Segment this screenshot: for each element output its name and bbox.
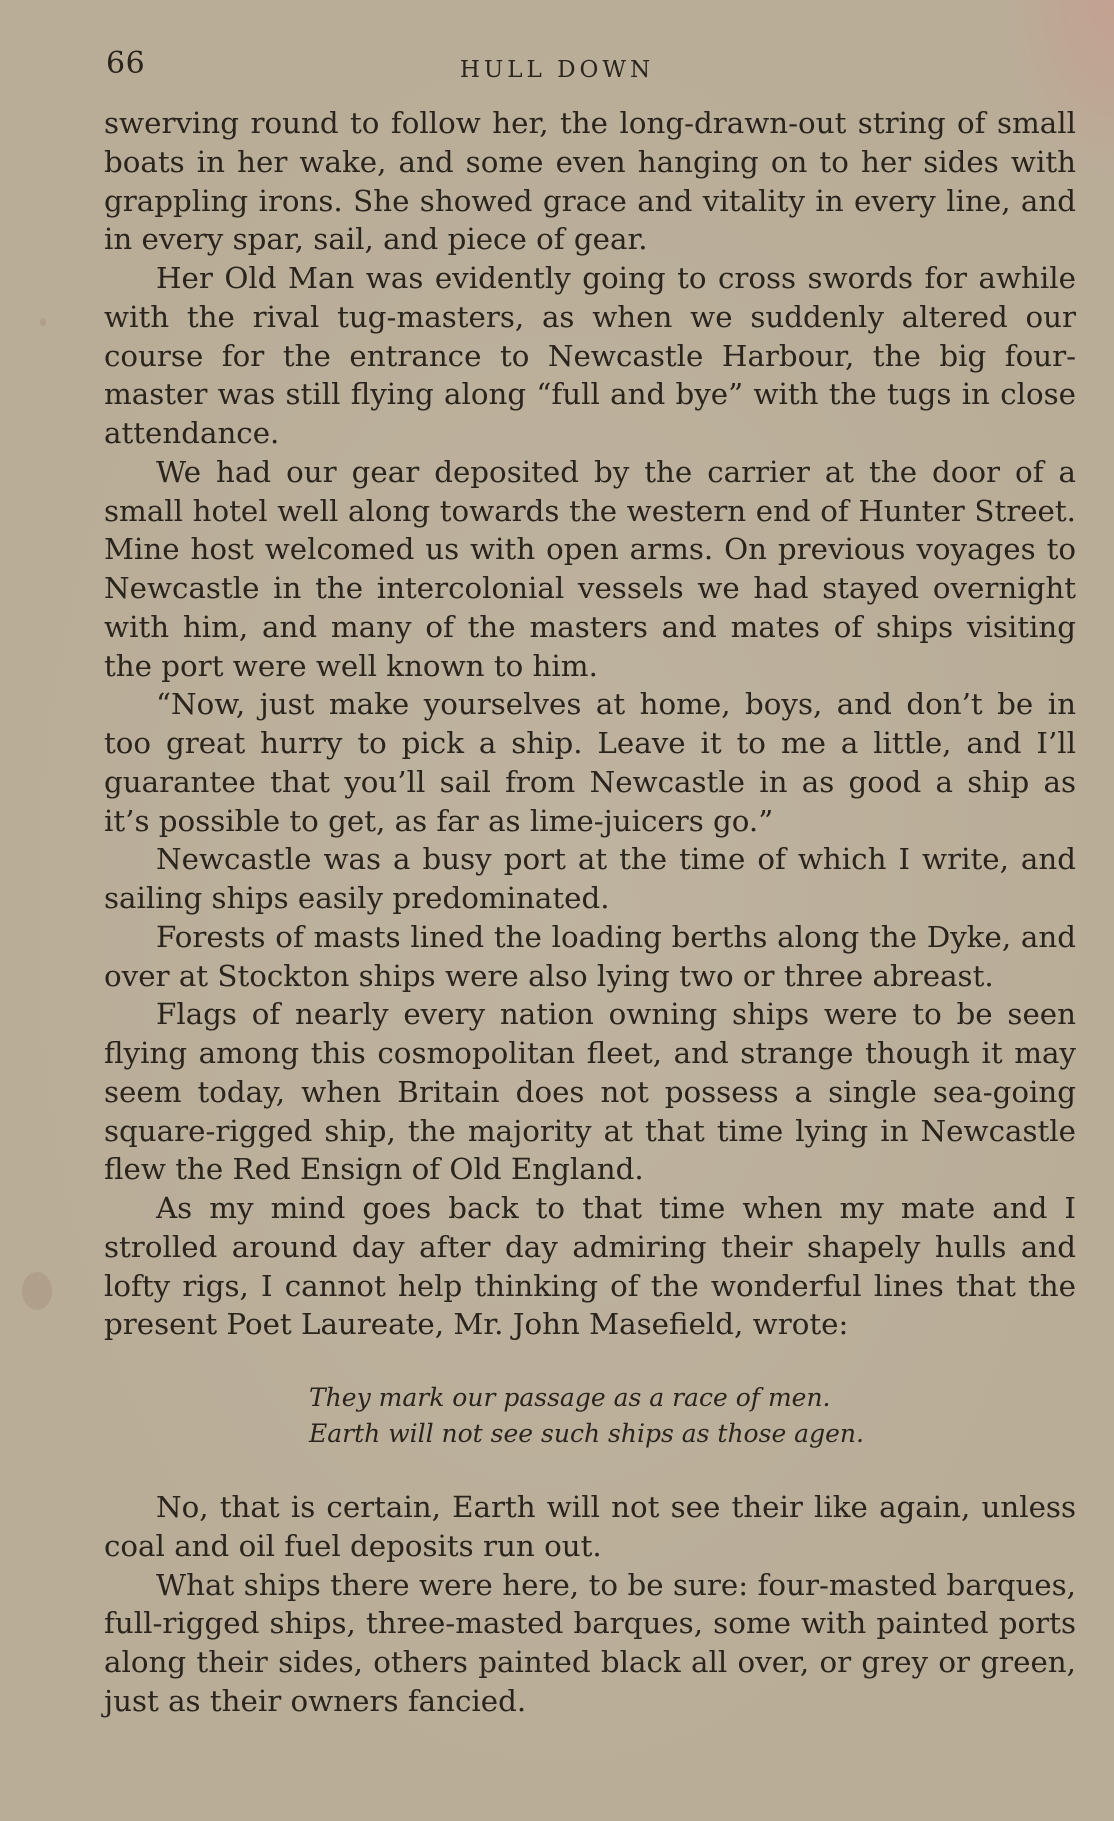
paragraph: swerving round to follow her, the long-drawn-out string of small boats in her wake, and some even hanging on to her sides with grappling irons. She showed grace and vitality in every line, and in every spar, sail, and piece of gear. <box>104 106 1076 257</box>
paragraph: “Now, just make yourselves at home, boys, and don’t be in too great hurry to pick a ship. Leave it to me a little, and I’ll guarantee that you’ll sail from Newcastle in as good a ship as it’s possible to get, as far as lime-juicers go.” <box>104 687 1076 838</box>
paper-stain <box>40 318 46 326</box>
body-text <box>104 104 1076 1721</box>
paragraph: Her Old Man was evidently going to cross swords for awhile with the rival tug-masters, as when we suddenly altered our course for the entrance to Newcastle Harbour, the big four-master was still flying along “full and bye” with the tugs in close attendance. <box>104 261 1076 450</box>
paper-stain <box>22 1272 52 1310</box>
running-title: HULL DOWN <box>459 57 655 83</box>
paragraph: We had our gear deposited by the carrier at the door of a small hotel well along towards the western end of Hunter Street. Mine host welcomed us with open arms. On previous voyages to Newcastle in the intercolonial vessels we had stayed overnight with him, and many of the masters and mates of ships visiting the port were well known to him. <box>104 454 1076 683</box>
verse-line: Earth will not see such ships as those agen. <box>309 1419 864 1448</box>
paragraph: Newcastle was a busy port at the time of which I write, and sailing ships easily predominated. <box>104 842 1076 915</box>
paragraph: No, that is certain, Earth will not see their like again, unless coal and oil fuel deposits run out. <box>104 1490 1076 1563</box>
paragraph: Forests of masts lined the loading berths along the Dyke, and over at Stockton ships were also lying two or three abreast. <box>104 919 1076 993</box>
paragraph: Flags of nearly every nation owning ships were to be seen flying among this cosmopolitan fleet, and strange though it may seem today, when Britain does not possess a single sea-going square-rigged ship, the majority at that time lying in Newcastle flew the Red Ensign of Old England. <box>104 997 1076 1187</box>
verse-line: They mark our passage as a race of men. <box>309 1383 831 1412</box>
paragraph: What ships there were here, to be sure: four-masted barques, full-rigged ships, three-masted barques, some with painted ports along their sides, others painted black all over, or grey or green, just as their owners fancied. <box>104 1567 1076 1718</box>
page-number: 66 <box>106 46 146 81</box>
verse-quotation <box>309 1380 1076 1452</box>
paragraph: As my mind goes back to that time when my mate and I strolled around day after day admiring their shapely hulls and lofty rigs, I cannot help thinking of the wonderful lines that the present Poet Laureate, Mr. John Masefield, wrote: <box>104 1191 1076 1342</box>
